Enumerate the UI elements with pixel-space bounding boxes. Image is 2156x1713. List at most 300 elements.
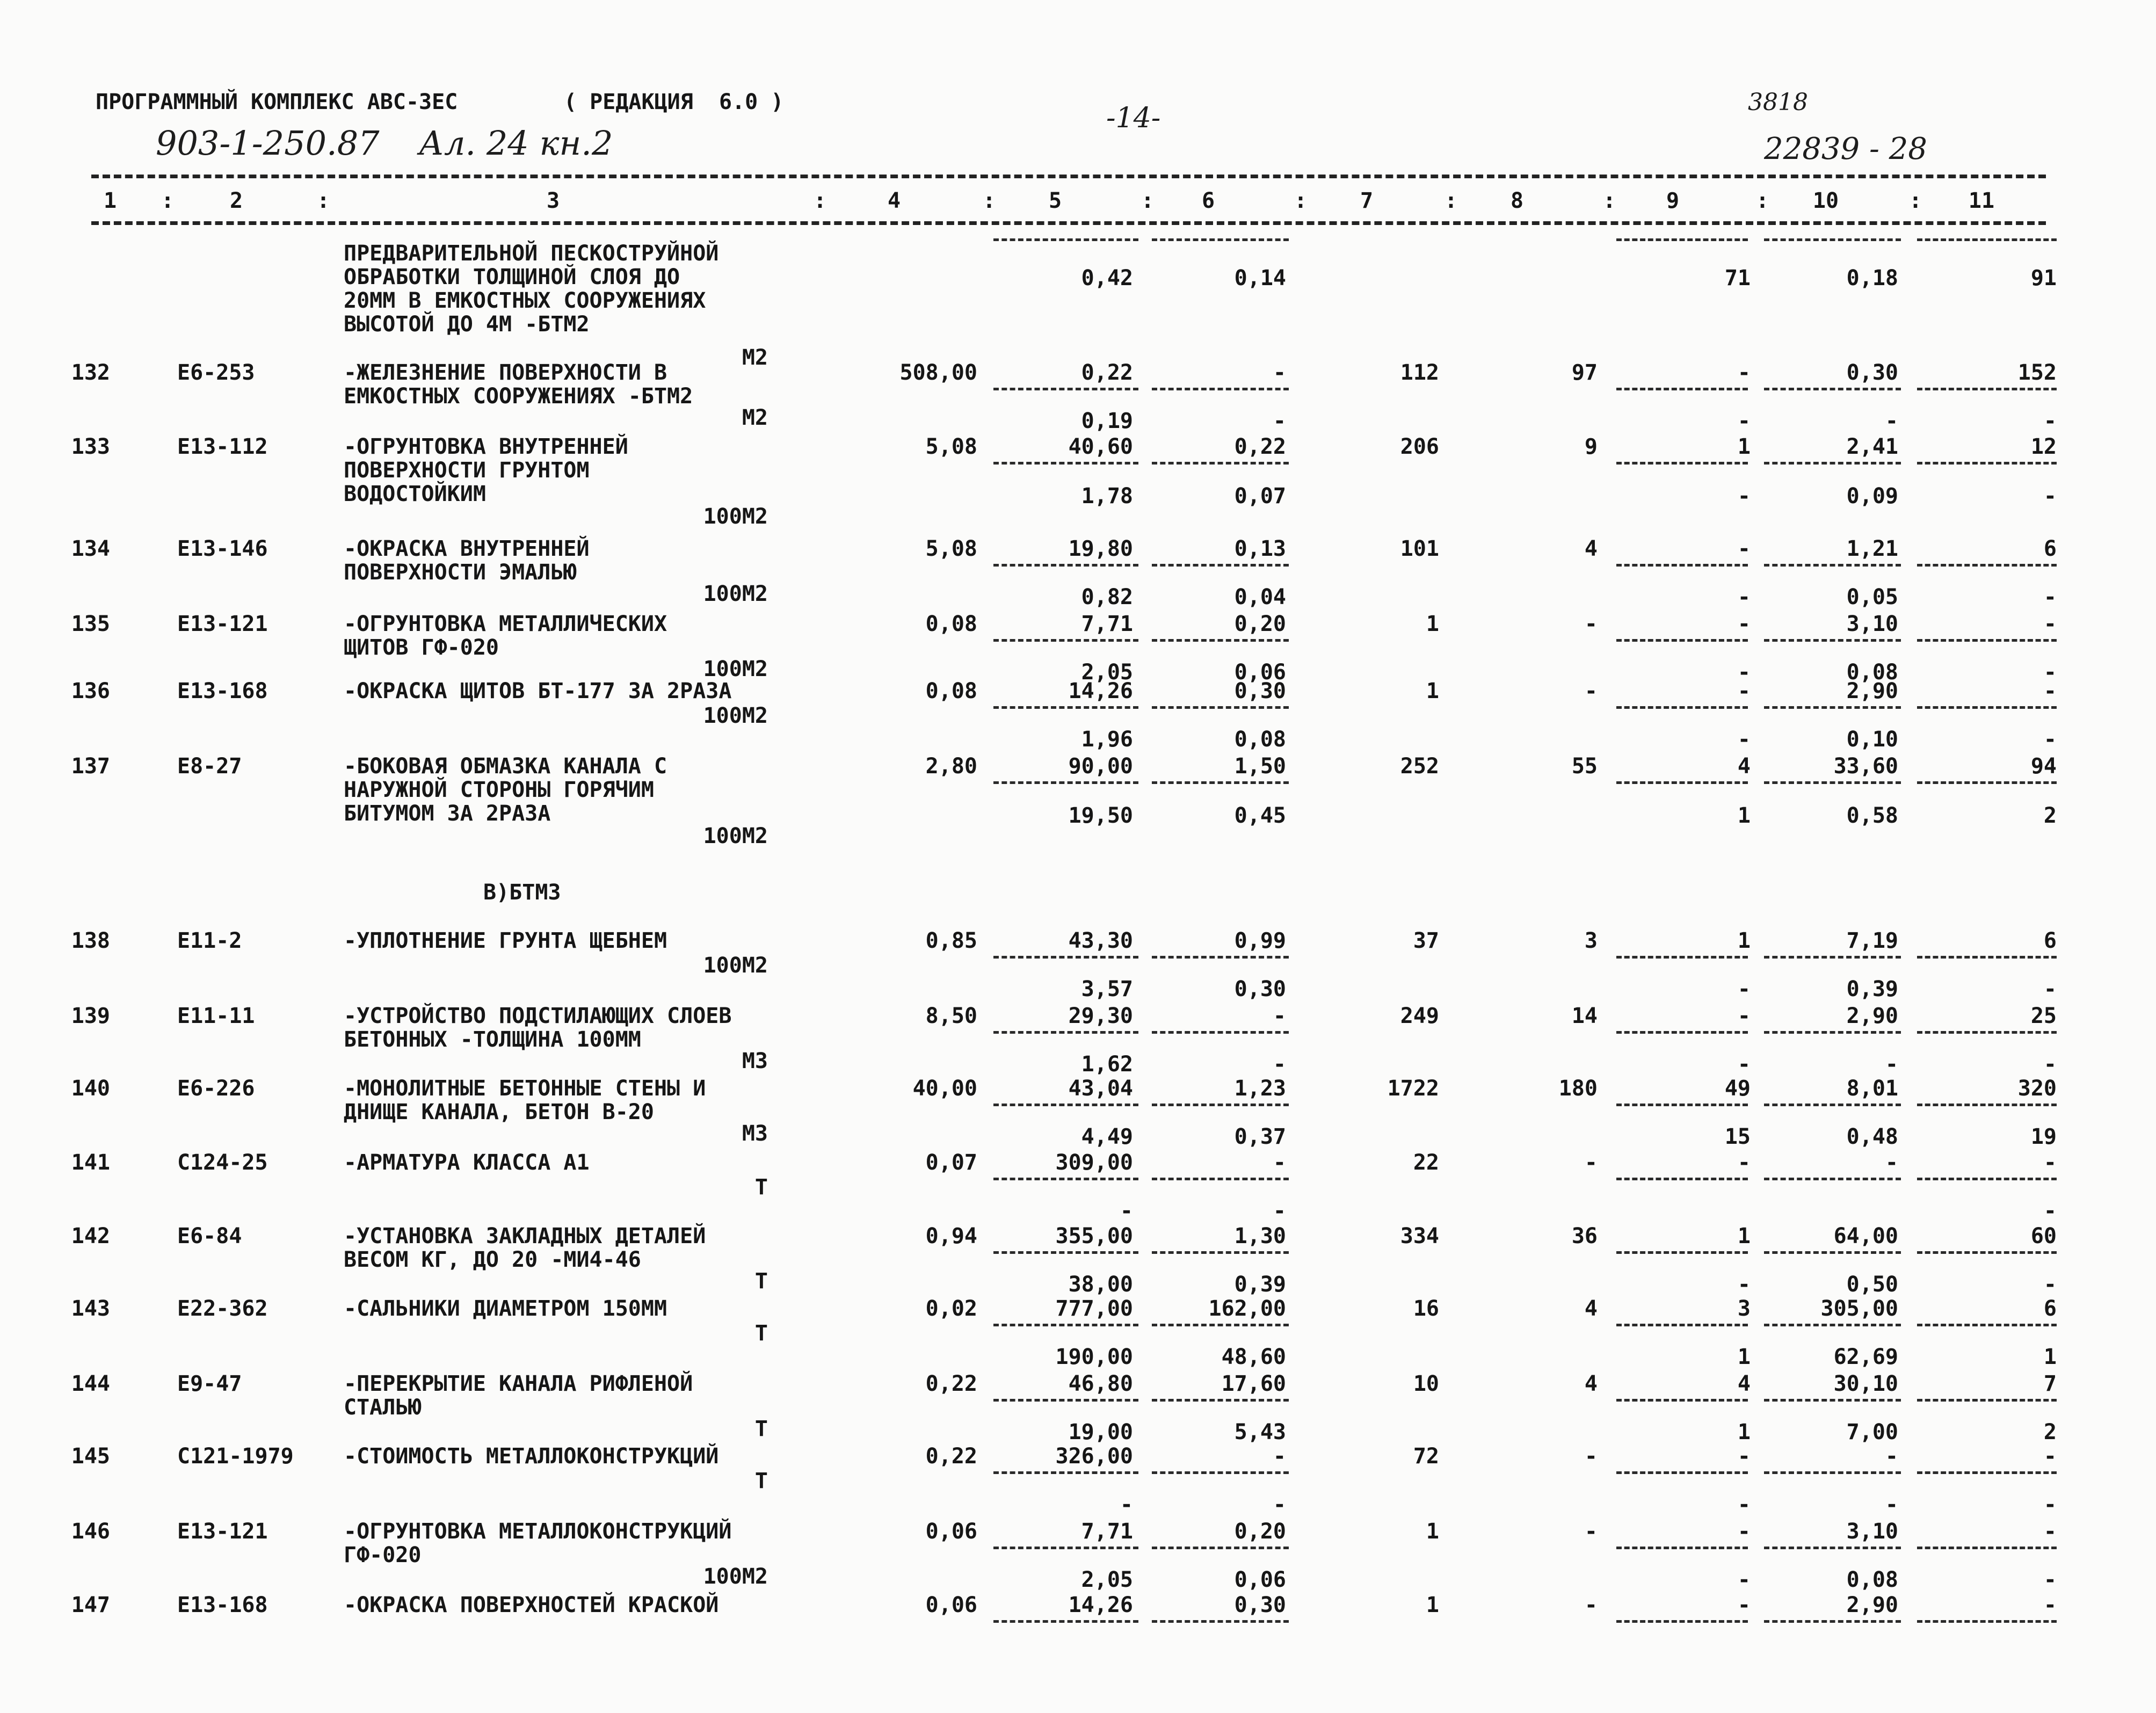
- column-header-9: 9: [1666, 188, 1680, 213]
- unit-label: Т: [754, 1417, 768, 1441]
- cell-separator: [1616, 1547, 1748, 1549]
- item-description: -ОГРУНТОВКА МЕТАЛЛОКОНСТРУКЦИЙ ГФ-020: [344, 1519, 732, 1567]
- cell-c6: 0,22: [1234, 434, 1286, 459]
- cell-separator: [1152, 1620, 1289, 1623]
- row-number: 134: [71, 536, 110, 561]
- row-number: 145: [71, 1444, 110, 1469]
- unit-label: Т: [754, 1269, 768, 1294]
- cell-c5: 43,04: [1068, 1076, 1133, 1101]
- unit-label: М2: [742, 405, 768, 430]
- column-separator: :: [983, 188, 996, 213]
- cell-c7: 1: [1426, 1593, 1439, 1617]
- item-description: -ОКРАСКА ПОВЕРХНОСТЕЙ КРАСКОЙ: [344, 1593, 719, 1617]
- cell-separator: [1616, 564, 1748, 567]
- cell-c11: 94: [2030, 754, 2057, 779]
- cell-c7: 10: [1413, 1371, 1439, 1396]
- cell-c9: 3: [1737, 1296, 1751, 1321]
- project-code: 903-1-250.87: [156, 124, 380, 163]
- cell-c5: 40,60: [1068, 434, 1133, 459]
- cell-c6: 162,00: [1208, 1296, 1286, 1321]
- cell-c10: 1,21: [1846, 536, 1898, 561]
- cell-c8: 14: [1571, 1004, 1598, 1028]
- column-header-4: 4: [887, 188, 901, 213]
- cell-c7: 206: [1400, 434, 1439, 459]
- cell-c5: 777,00: [1055, 1296, 1133, 1321]
- cell-separator: [1917, 1547, 2057, 1549]
- sub-c9: -: [1737, 660, 1751, 685]
- column-separator: :: [814, 188, 827, 213]
- cell-separator: [1917, 706, 2057, 709]
- row-number: 146: [71, 1519, 110, 1544]
- sub-c9: 1: [1737, 1420, 1751, 1445]
- cell-c10: 2,90: [1846, 679, 1898, 703]
- cell-c11: -: [2043, 1519, 2057, 1544]
- column-separator: :: [1444, 188, 1458, 213]
- cell-c8: 55: [1571, 754, 1598, 779]
- cell-c11: -: [2043, 1150, 2057, 1175]
- unit-label: 100М2: [703, 582, 768, 606]
- sub-c5: 1,78: [1081, 484, 1133, 509]
- cell-c9: 4: [1737, 1371, 1751, 1396]
- item-description: -СТОИМОСТЬ МЕТАЛЛОКОНСТРУКЦИЙ: [344, 1444, 719, 1469]
- sub-c10: -: [1885, 1492, 1898, 1517]
- cell-c6: 1,23: [1234, 1076, 1286, 1101]
- cell-c10: 305,00: [1820, 1296, 1898, 1321]
- cell-separator: [993, 781, 1138, 784]
- cell-separator: [1764, 1251, 1901, 1254]
- quantity: 0,08: [925, 612, 977, 636]
- sub-c11: -: [2043, 1052, 2057, 1077]
- cell-separator: [1764, 956, 1901, 959]
- cell-c8: 9: [1584, 434, 1598, 459]
- sub-c5: 0,82: [1081, 585, 1133, 609]
- sub-c9: -: [1737, 484, 1751, 509]
- cell-c6: 1,50: [1234, 754, 1286, 779]
- cell-c8: 4: [1584, 536, 1598, 561]
- row-number: 138: [71, 928, 110, 953]
- cell-c11: 320: [2017, 1076, 2057, 1101]
- cell-c9: 71: [1724, 266, 1751, 291]
- quantity: 5,08: [925, 536, 977, 561]
- cell-separator: [993, 1251, 1138, 1254]
- sub-c10: 0,08: [1846, 660, 1898, 685]
- sub-c6: 0,45: [1234, 803, 1286, 828]
- quantity: 5,08: [925, 434, 977, 459]
- cell-separator: [1152, 639, 1289, 642]
- cell-c9: -: [1737, 679, 1751, 703]
- cell-c9: -: [1737, 1150, 1751, 1175]
- row-number: 132: [71, 360, 110, 385]
- cell-separator: [1616, 956, 1748, 959]
- cell-separator: [993, 388, 1138, 390]
- cell-separator: [1764, 1399, 1901, 1402]
- cell-separator: [1917, 1324, 2057, 1326]
- sub-c11: -: [2043, 1199, 2057, 1223]
- sub-c10: 0,58: [1846, 803, 1898, 828]
- rate-code: С121-1979: [177, 1444, 294, 1469]
- unit-label: 100М2: [703, 703, 768, 728]
- sub-c6: 0,06: [1234, 1567, 1286, 1592]
- sub-c11: -: [2043, 1272, 2057, 1297]
- sub-c10: -: [1885, 409, 1898, 433]
- cell-c9: -: [1737, 1519, 1751, 1544]
- cell-c7: 112: [1400, 360, 1439, 385]
- cell-separator: [993, 956, 1138, 959]
- cell-separator: [1616, 462, 1748, 464]
- cell-c9: 4: [1737, 754, 1751, 779]
- rate-code: Е11-2: [177, 928, 242, 953]
- sub-c10: -: [1885, 1052, 1898, 1077]
- column-separator: :: [1603, 188, 1616, 213]
- sub-c10: 0,09: [1846, 484, 1898, 509]
- row-number: 139: [71, 1004, 110, 1028]
- unit-label: Т: [754, 1321, 768, 1346]
- cell-separator: [1917, 956, 2057, 959]
- cell-separator: [1764, 238, 1901, 241]
- cell-c9: -: [1737, 360, 1751, 385]
- cell-separator: [993, 639, 1138, 642]
- sub-c11: 2: [2043, 803, 2057, 828]
- cell-separator: [1152, 1399, 1289, 1402]
- sub-c9: 1: [1737, 1345, 1751, 1369]
- cell-c7: 16: [1413, 1296, 1439, 1321]
- column-separator: :: [1141, 188, 1155, 213]
- sub-c11: 1: [2043, 1345, 2057, 1369]
- cell-c7: 249: [1400, 1004, 1439, 1028]
- cell-separator: [993, 1031, 1138, 1034]
- cell-separator: [1616, 1251, 1748, 1254]
- row-number: 144: [71, 1371, 110, 1396]
- cell-c5: 0,42: [1081, 266, 1133, 291]
- item-description: -ЖЕЛЕЗНЕНИЕ ПОВЕРХНОСТИ В ЕМКОСТНЫХ СООРУЖЕНИЯХ -БТМ2: [344, 360, 693, 409]
- cell-separator: [1152, 238, 1289, 241]
- unit-label: 100М2: [703, 953, 768, 978]
- section-heading: В)БТМ3: [483, 880, 561, 905]
- cell-separator: [1616, 706, 1748, 709]
- sub-c6: 0,08: [1234, 727, 1286, 752]
- unit-label: Т: [754, 1175, 768, 1200]
- cell-separator: [993, 564, 1138, 567]
- quantity: 0,07: [925, 1150, 977, 1175]
- cell-c6: -: [1273, 1004, 1286, 1028]
- quantity: 0,08: [925, 679, 977, 703]
- sub-c5: 19,50: [1068, 803, 1133, 828]
- header-rule-bottom: [91, 221, 2046, 225]
- cell-c6: 0,20: [1234, 612, 1286, 636]
- cell-c5: 7,71: [1081, 1519, 1133, 1544]
- unit-label: 100М2: [703, 824, 768, 848]
- sub-c5: 190,00: [1055, 1345, 1133, 1369]
- cell-separator: [1616, 1471, 1748, 1474]
- cell-c9: -: [1737, 1593, 1751, 1617]
- cell-c5: 14,26: [1068, 679, 1133, 703]
- quantity: 2,80: [925, 754, 977, 779]
- sub-c9: -: [1737, 409, 1751, 433]
- cell-c9: -: [1737, 1004, 1751, 1028]
- cell-c5: 43,30: [1068, 928, 1133, 953]
- cell-separator: [1152, 1104, 1289, 1106]
- program-name: ПРОГРАММНЫЙ КОМПЛЕКС АВС-3ЕС: [96, 90, 458, 114]
- cell-c10: 2,90: [1846, 1593, 1898, 1617]
- row-number: 143: [71, 1296, 110, 1321]
- sub-c5: -: [1120, 1199, 1133, 1223]
- column-header-7: 7: [1360, 188, 1374, 213]
- cell-c10: 2,90: [1846, 1004, 1898, 1028]
- cell-c8: -: [1584, 1150, 1598, 1175]
- cell-c10: 3,10: [1846, 612, 1898, 636]
- sub-c10: 62,69: [1833, 1345, 1898, 1369]
- cell-separator: [1764, 1178, 1901, 1180]
- column-header-5: 5: [1048, 188, 1062, 213]
- sub-c10: 0,50: [1846, 1272, 1898, 1297]
- cell-c11: 60: [2030, 1224, 2057, 1249]
- cell-separator: [1152, 1251, 1289, 1254]
- cell-separator: [1152, 956, 1289, 959]
- cell-separator: [1616, 639, 1748, 642]
- row-number: 135: [71, 612, 110, 636]
- column-separator: :: [1294, 188, 1308, 213]
- cell-separator: [1616, 1178, 1748, 1180]
- cell-c6: 0,99: [1234, 928, 1286, 953]
- column-separator: :: [161, 188, 175, 213]
- rate-code: Е13-146: [177, 536, 268, 561]
- cell-separator: [1616, 1399, 1748, 1402]
- column-header-1: 1: [103, 188, 117, 213]
- row-number: 142: [71, 1224, 110, 1249]
- cell-separator: [1917, 1620, 2057, 1623]
- item-description: -САЛЬНИКИ ДИАМЕТРОМ 150ММ: [344, 1296, 667, 1321]
- row-number: 141: [71, 1150, 110, 1175]
- cell-c11: 6: [2043, 1296, 2057, 1321]
- cell-c7: 1722: [1387, 1076, 1439, 1101]
- cell-separator: [1917, 781, 2057, 784]
- cell-separator: [1917, 238, 2057, 241]
- row-number: 140: [71, 1076, 110, 1101]
- edition: ( РЕДАКЦИЯ 6.0 ): [564, 90, 784, 114]
- cell-separator: [1764, 1471, 1901, 1474]
- cell-c10: 64,00: [1833, 1224, 1898, 1249]
- cell-separator: [1152, 1547, 1289, 1549]
- sub-c11: -: [2043, 727, 2057, 752]
- cell-c8: -: [1584, 1593, 1598, 1617]
- cell-c6: -: [1273, 1444, 1286, 1469]
- cell-c6: -: [1273, 360, 1286, 385]
- cell-c10: 3,10: [1846, 1519, 1898, 1544]
- sub-c10: 0,05: [1846, 585, 1898, 609]
- cell-separator: [1152, 1031, 1289, 1034]
- cell-c5: 46,80: [1068, 1371, 1133, 1396]
- sub-c5: -: [1120, 1492, 1133, 1517]
- item-description: -УСТРОЙСТВО ПОДСТИЛАЮЩИХ СЛОЕВ БЕТОННЫХ -ТОЛЩИНА 100ММ: [344, 1004, 732, 1052]
- cell-separator: [1764, 1031, 1901, 1034]
- item-description: -ОГРУНТОВКА МЕТАЛЛИЧЕСКИХ ЩИТОВ ГФ-020: [344, 612, 667, 660]
- cell-c11: 25: [2030, 1004, 2057, 1028]
- cell-c7: 252: [1400, 754, 1439, 779]
- cell-c10: 7,19: [1846, 928, 1898, 953]
- sub-c5: 2,05: [1081, 1567, 1133, 1592]
- cell-separator: [1917, 462, 2057, 464]
- sub-c9: -: [1737, 1052, 1751, 1077]
- cell-separator: [1764, 781, 1901, 784]
- cell-c8: 36: [1571, 1224, 1598, 1249]
- item-description: ПРЕДВАРИТЕЛЬНОЙ ПЕСКОСТРУЙНОЙ ОБРАБОТКИ ТОЛЩИНОЙ СЛОЯ ДО 20ММ В ЕМКОСТНЫХ СООРУЖЕНИЯХ ВЫСОТОЙ ДО 4М -БТМ2: [344, 241, 719, 337]
- cell-separator: [1764, 1324, 1901, 1326]
- cell-c7: 1: [1426, 1519, 1439, 1544]
- sub-c10: 0,10: [1846, 727, 1898, 752]
- cell-separator: [993, 1399, 1138, 1402]
- cell-c5: 90,00: [1068, 754, 1133, 779]
- column-header-6: 6: [1201, 188, 1215, 213]
- cell-c5: 309,00: [1055, 1150, 1133, 1175]
- doc-number: 22839 - 28: [1764, 132, 1927, 166]
- cell-separator: [993, 1547, 1138, 1549]
- column-separator: :: [317, 188, 330, 213]
- cell-separator: [1917, 1251, 2057, 1254]
- cell-separator: [993, 1178, 1138, 1180]
- sub-c6: 0,39: [1234, 1272, 1286, 1297]
- item-description: -ОКРАСКА ВНУТРЕННЕЙ ПОВЕРХНОСТИ ЭМАЛЬЮ: [344, 536, 590, 585]
- cell-separator: [1917, 1031, 2057, 1034]
- cell-separator: [1152, 781, 1289, 784]
- sub-c5: 19,00: [1068, 1420, 1133, 1445]
- item-description: -УСТАНОВКА ЗАКЛАДНЫХ ДЕТАЛЕЙ ВЕСОМ КГ, ДО 20 -МИ4-46: [344, 1224, 706, 1272]
- column-header-10: 10: [1812, 188, 1839, 213]
- cell-c9: -: [1737, 612, 1751, 636]
- cell-separator: [1152, 1324, 1289, 1326]
- cell-c10: 2,41: [1846, 434, 1898, 459]
- cell-c5: 14,26: [1068, 1593, 1133, 1617]
- cell-c11: 7: [2043, 1371, 2057, 1396]
- row-number: 137: [71, 754, 110, 779]
- cell-c10: 33,60: [1833, 754, 1898, 779]
- quantity: 40,00: [912, 1076, 977, 1101]
- cell-c9: 1: [1737, 1224, 1751, 1249]
- sub-c6: -: [1273, 1492, 1286, 1517]
- cell-separator: [993, 238, 1138, 241]
- sub-c11: -: [2043, 977, 2057, 1001]
- cell-c6: 0,30: [1234, 1593, 1286, 1617]
- rate-code: С124-25: [177, 1150, 268, 1175]
- cell-separator: [1616, 238, 1748, 241]
- sub-c6: 0,06: [1234, 660, 1286, 685]
- unit-label: Т: [754, 1469, 768, 1493]
- cell-c11: 152: [2017, 360, 2057, 385]
- sheet-number: 3818: [1748, 89, 1808, 116]
- rate-code: Е8-27: [177, 754, 242, 779]
- cell-c6: 0,20: [1234, 1519, 1286, 1544]
- item-description: -ПЕРЕКРЫТИЕ КАНАЛА РИФЛЕНОЙ СТАЛЬЮ: [344, 1371, 693, 1420]
- sub-c6: -: [1273, 1052, 1286, 1077]
- column-separator: :: [1756, 188, 1769, 213]
- item-description: -БОКОВАЯ ОБМАЗКА КАНАЛА С НАРУЖНОЙ СТОРОНЫ ГОРЯЧИМ БИТУМОМ ЗА 2РАЗА: [344, 754, 667, 826]
- cell-c5: 7,71: [1081, 612, 1133, 636]
- sub-c9: 15: [1724, 1124, 1751, 1149]
- cell-c10: -: [1885, 1444, 1898, 1469]
- cell-separator: [1917, 1471, 2057, 1474]
- sub-c9: -: [1737, 977, 1751, 1001]
- sub-c6: 0,30: [1234, 977, 1286, 1001]
- cell-c11: 12: [2030, 434, 2057, 459]
- sub-c10: 0,39: [1846, 977, 1898, 1001]
- unit-label: М2: [742, 345, 768, 370]
- column-header-11: 11: [1968, 188, 1995, 213]
- page-number: -14-: [1106, 102, 1161, 134]
- cell-separator: [1152, 462, 1289, 464]
- cell-c10: 30,10: [1833, 1371, 1898, 1396]
- rate-code: Е13-121: [177, 612, 268, 636]
- cell-c7: 1: [1426, 679, 1439, 703]
- cell-c5: 29,30: [1068, 1004, 1133, 1028]
- cell-separator: [1152, 706, 1289, 709]
- cell-c8: -: [1584, 679, 1598, 703]
- sub-c5: 2,05: [1081, 660, 1133, 685]
- cell-c10: 8,01: [1846, 1076, 1898, 1101]
- item-description: -МОНОЛИТНЫЕ БЕТОННЫЕ СТЕНЫ И ДНИЩЕ КАНАЛА, БЕТОН В-20: [344, 1076, 706, 1124]
- cell-separator: [993, 1324, 1138, 1326]
- item-description: -УПЛОТНЕНИЕ ГРУНТА ЩЕБНЕМ: [344, 928, 667, 953]
- rate-code: Е11-11: [177, 1004, 255, 1028]
- cell-c10: 0,30: [1846, 360, 1898, 385]
- unit-label: М3: [742, 1121, 768, 1146]
- cell-separator: [993, 462, 1138, 464]
- cell-c8: -: [1584, 1519, 1598, 1544]
- cell-c7: 1: [1426, 612, 1439, 636]
- sub-c5: 0,19: [1081, 409, 1133, 433]
- sub-c10: 7,00: [1846, 1420, 1898, 1445]
- cell-separator: [1152, 1178, 1289, 1180]
- cell-separator: [1616, 1620, 1748, 1623]
- sub-c6: 0,07: [1234, 484, 1286, 509]
- cell-c8: 4: [1584, 1371, 1598, 1396]
- cell-separator: [993, 1620, 1138, 1623]
- quantity: 508,00: [899, 360, 977, 385]
- sub-c6: 0,37: [1234, 1124, 1286, 1149]
- cell-c9: 49: [1724, 1076, 1751, 1101]
- sub-c6: 0,04: [1234, 585, 1286, 609]
- cell-separator: [1764, 706, 1901, 709]
- rate-code: Е9-47: [177, 1371, 242, 1396]
- cell-c6: 0,30: [1234, 679, 1286, 703]
- cell-c11: 6: [2043, 928, 2057, 953]
- cell-c8: 4: [1584, 1296, 1598, 1321]
- quantity: 0,22: [925, 1444, 977, 1469]
- cell-separator: [1616, 1324, 1748, 1326]
- cell-c11: -: [2043, 679, 2057, 703]
- cell-c6: 0,13: [1234, 536, 1286, 561]
- sub-c11: -: [2043, 1567, 2057, 1592]
- cell-c7: 37: [1413, 928, 1439, 953]
- cell-separator: [1917, 1399, 2057, 1402]
- header-rule-top: [91, 175, 2046, 178]
- cell-c6: -: [1273, 1150, 1286, 1175]
- cell-separator: [1917, 564, 2057, 567]
- album-ref: Ал. 24 кн.2: [419, 124, 613, 163]
- sub-c11: -: [2043, 585, 2057, 609]
- cell-c11: -: [2043, 1593, 2057, 1617]
- item-description: -ОКРАСКА ЩИТОВ БТ-177 ЗА 2РАЗА: [344, 679, 732, 703]
- cell-c9: 1: [1737, 434, 1751, 459]
- quantity: 0,02: [925, 1296, 977, 1321]
- rate-code: Е22-362: [177, 1296, 268, 1321]
- cell-separator: [993, 1104, 1138, 1106]
- rate-code: Е13-112: [177, 434, 268, 459]
- rate-code: Е13-121: [177, 1519, 268, 1544]
- sub-c5: 38,00: [1068, 1272, 1133, 1297]
- cell-c6: 17,60: [1221, 1371, 1286, 1396]
- quantity: 0,94: [925, 1224, 977, 1249]
- sub-c9: 1: [1737, 803, 1751, 828]
- cell-c11: -: [2043, 612, 2057, 636]
